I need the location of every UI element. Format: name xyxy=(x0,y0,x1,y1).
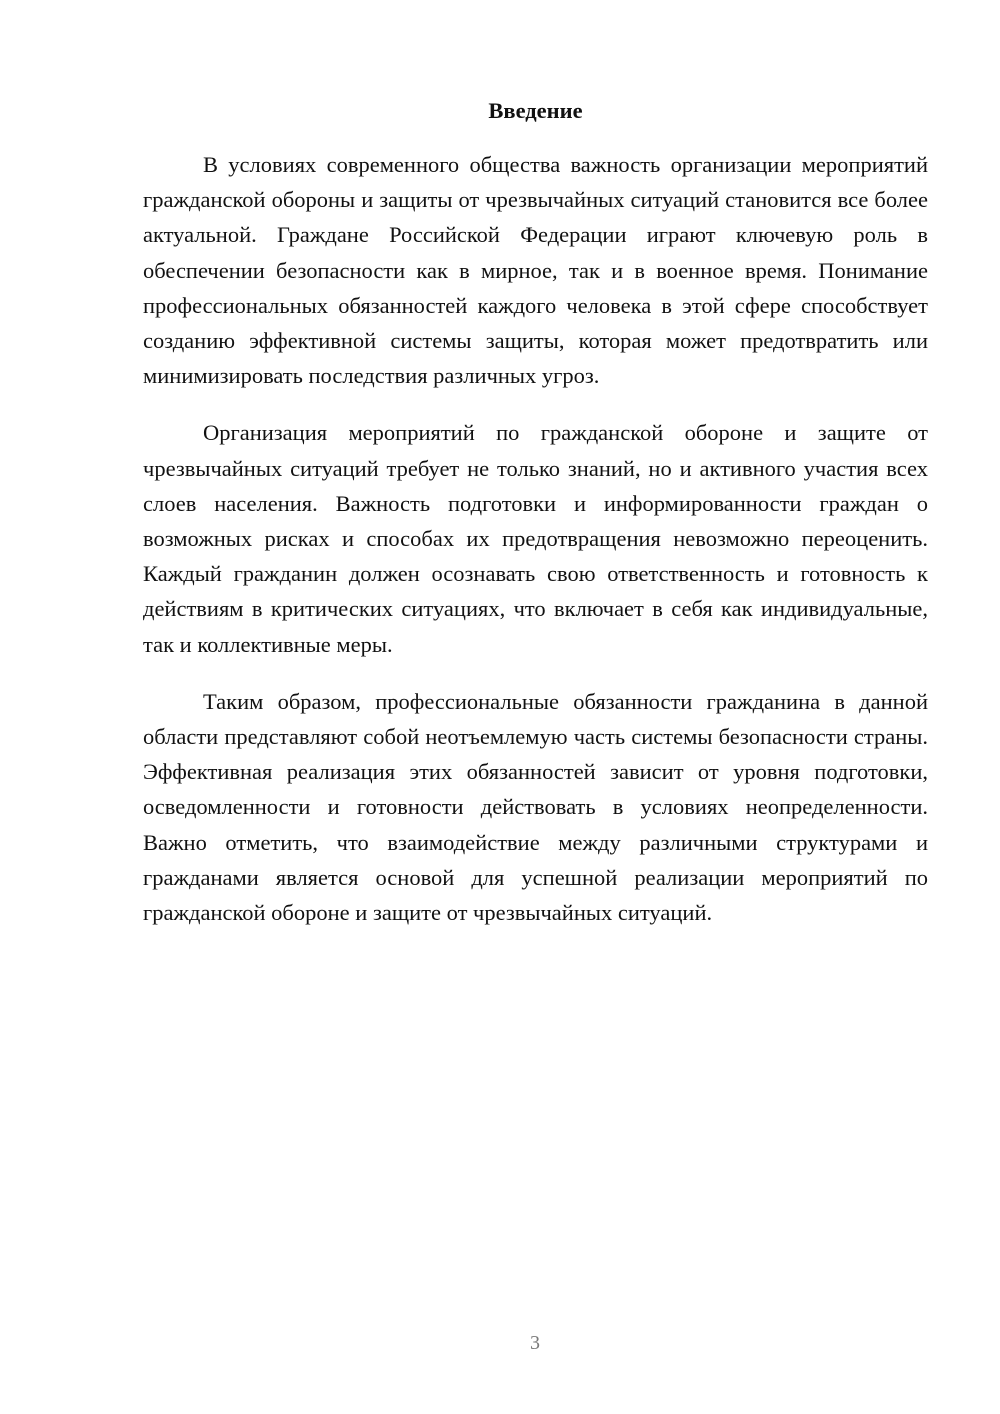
paragraph-1: В условиях современного общества важность организации мероприятий гражданской обороны и защиты от чрезвычайных ситуаций становится все более актуальной. Граждане Российской Федерации играют ключевую роль в обеспечении безопасности как в мирное, так и в военное время. Понимание профессиональных обязанностей каждого человека в этой сфере способствует созданию эффективной системы защиты, которая может предотвратить или минимизировать последствия различных угроз. xyxy=(143,152,928,389)
paragraph-3: Таким образом, профессиональные обязанности гражданина в данной области представляют собой неотъемлемую часть системы безопасности страны. Эффективная реализация этих обязанностей зависит от уровня подготовки, осведомленности и готовности действовать в условиях неопределенности. Важно отметить, что взаимодействие между различными структурами и гражданами является основой для успешной реализации мероприятий по гражданской обороне и защите от чрезвычайных ситуаций. xyxy=(143,688,928,926)
page-content xyxy=(143,95,928,952)
section-heading: Введение xyxy=(488,98,583,123)
page-number: 3 xyxy=(530,1332,540,1354)
paragraph-2: Организация мероприятий по гражданской обороне и защите от чрезвычайных ситуаций требует не только знаний, но и активного участия всех слоев населения. Важность подготовки и информированности граждан о возможных рисках и способах их предотвращения невозможно переоценить. Каждый гражданин должен осознавать свою ответственность и готовность к действиям в критических ситуациях, что включает в себя как индивидуальные, так и коллективные меры. xyxy=(143,420,928,657)
